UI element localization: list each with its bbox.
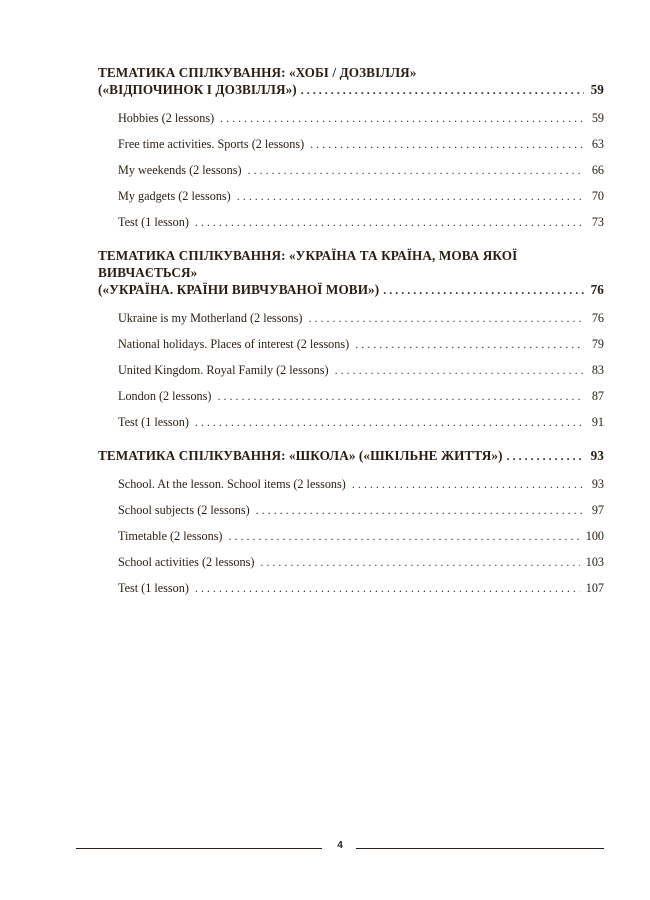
page-number: 4 — [337, 840, 343, 851]
entry-page-number: 83 — [591, 363, 604, 377]
toc-entry — [118, 549, 604, 575]
dot-leader — [507, 448, 584, 465]
section-heading — [98, 447, 604, 465]
entry-page-number: 87 — [591, 389, 604, 403]
toc-entry — [118, 575, 604, 601]
entry-title: My gadgets (2 lessons) — [118, 189, 231, 203]
entry-page-number: 103 — [585, 555, 604, 569]
entry-page-number: 79 — [591, 337, 604, 351]
toc-entry — [118, 497, 604, 523]
entry-page-number: 97 — [591, 503, 604, 517]
toc-entry — [118, 105, 604, 131]
section-title-line1: ТЕМАТИКА СПІЛКУВАННЯ: «ХОБІ / ДОЗВІЛЛЯ» — [98, 65, 417, 80]
dot-leader — [383, 282, 584, 299]
footer-rule-right — [356, 848, 604, 849]
entry-title: School activities (2 lessons) — [118, 555, 255, 569]
entry-title: Timetable (2 lessons) — [118, 529, 223, 543]
toc-entry — [118, 305, 604, 331]
dot-leader — [310, 131, 584, 157]
entry-page-number: 70 — [591, 189, 604, 203]
dot-leader — [229, 523, 580, 549]
dot-leader — [217, 383, 584, 409]
entry-title: Free time activities. Sports (2 lessons) — [118, 137, 305, 151]
entry-page-number: 73 — [591, 215, 604, 229]
entry-title: National holidays. Places of interest (2 lessons) — [118, 337, 350, 351]
toc-entry — [118, 331, 604, 357]
section-heading — [98, 247, 604, 299]
dot-leader — [195, 409, 584, 435]
toc-entry — [118, 209, 604, 235]
entry-title: School subjects (2 lessons) — [118, 503, 250, 517]
toc-entry — [118, 383, 604, 409]
page-footer — [76, 840, 604, 858]
toc-entry — [118, 357, 604, 383]
table-of-contents — [98, 64, 604, 613]
entry-page-number: 63 — [591, 137, 604, 151]
dot-leader — [335, 357, 584, 383]
toc-entry — [118, 183, 604, 209]
section-title-line1: ТЕМАТИКА СПІЛКУВАННЯ: «УКРАЇНА ТА КРАЇНА, МОВА ЯКОЇ ВИВЧАЄТЬСЯ» — [98, 248, 518, 280]
section-page-number: 76 — [590, 282, 604, 297]
footer-rule-left — [76, 848, 322, 849]
dot-leader — [260, 549, 579, 575]
entry-title: My weekends (2 lessons) — [118, 163, 242, 177]
entry-title: Test (1 lesson) — [118, 415, 189, 429]
toc-section — [98, 447, 604, 601]
toc-section — [98, 247, 604, 435]
section-page-number: 93 — [590, 448, 604, 463]
dot-leader — [248, 157, 584, 183]
dot-leader — [352, 471, 584, 497]
entry-title: Test (1 lesson) — [118, 581, 189, 595]
dot-leader — [195, 209, 584, 235]
section-page-number: 59 — [590, 82, 604, 97]
entry-title: United Kingdom. Royal Family (2 lessons) — [118, 363, 329, 377]
section-title-line2: («ВІДПОЧИНОК І ДОЗВІЛЛЯ») — [98, 82, 297, 97]
entry-page-number: 107 — [585, 581, 604, 595]
entry-page-number: 66 — [591, 163, 604, 177]
entry-page-number: 76 — [591, 311, 604, 325]
dot-leader — [355, 331, 584, 357]
entry-title: Hobbies (2 lessons) — [118, 111, 215, 125]
entry-title: School. At the lesson. School items (2 lessons) — [118, 477, 346, 491]
entry-page-number: 91 — [591, 415, 604, 429]
dot-leader — [256, 497, 584, 523]
entry-title: London (2 lessons) — [118, 389, 212, 403]
entry-page-number: 93 — [591, 477, 604, 491]
toc-entry — [118, 523, 604, 549]
section-title-line2: («УКРАЇНА. КРАЇНИ ВИВЧУВАНОЇ МОВИ») — [98, 282, 380, 297]
entry-title: Test (1 lesson) — [118, 215, 189, 229]
dot-leader — [195, 575, 580, 601]
dot-leader — [301, 82, 584, 99]
dot-leader — [237, 183, 584, 209]
toc-entry — [118, 409, 604, 435]
section-heading — [98, 64, 604, 99]
toc-entry — [118, 471, 604, 497]
dot-leader — [220, 105, 584, 131]
toc-entry — [118, 157, 604, 183]
toc-entry — [118, 131, 604, 157]
entry-page-number: 59 — [591, 111, 604, 125]
dot-leader — [308, 305, 584, 331]
section-title-line1: ТЕМАТИКА СПІЛКУВАННЯ: «ШКОЛА» («ШКІЛЬНЕ ЖИТТЯ») — [98, 448, 503, 463]
entry-page-number: 100 — [585, 529, 604, 543]
toc-section — [98, 64, 604, 235]
entry-title: Ukraine is my Motherland (2 lessons) — [118, 311, 303, 325]
